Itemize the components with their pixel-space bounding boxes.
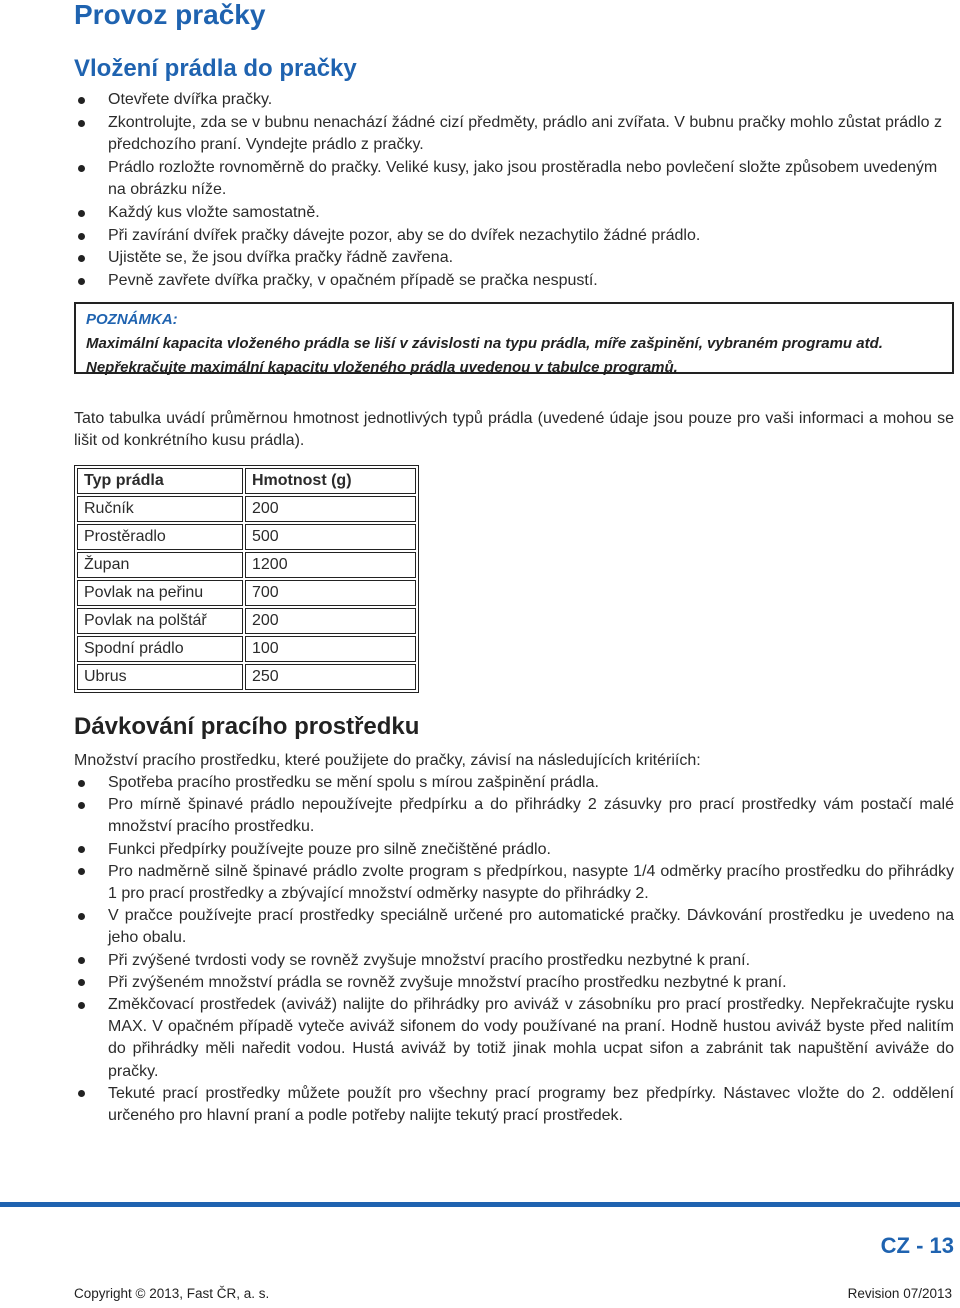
list-item: Tekuté prací prostředky můžete použít pro všechny prací programy bez předpírky. Nástavec vložte do 2. oddělení určeného pro hlavní praní a podle potřeby nalijte tekutý prací prostředek. bbox=[74, 1083, 954, 1127]
page-number: CZ - 13 bbox=[880, 1233, 954, 1258]
list-item: Pro mírně špinavé prádlo nepoužívejte předpírku a do přihrádky 2 zásuvky pro prací prostředky vám postačí malé množství pracího prostředku. bbox=[74, 794, 954, 838]
table-header-row bbox=[77, 468, 416, 494]
list-item: Při zvýšené tvrdosti vody se rovněž zvyšuje množství pracího prostředku nezbytné k praní. bbox=[74, 950, 954, 972]
weight-cell: 700 bbox=[245, 580, 416, 606]
list-item: Prádlo rozložte rovnoměrně do pračky. Veliké kusy, jako jsou prostěradla nebo povlečení složte způsobem uvedeným na obrázku níže. bbox=[74, 157, 954, 202]
list-item: V pračce používejte prací prostředky speciálně určené pro automatické pračky. Dávkování prostředku je uvedeno na jeho obalu. bbox=[74, 905, 954, 949]
page-title: Provoz pračky bbox=[74, 0, 266, 30]
list-item: Při zvýšeném množství prádla se rovněž zvyšuje množství pracího prostředku nezbytné k praní. bbox=[74, 972, 954, 994]
section-title-dosing: Dávkování pracího prostředku bbox=[74, 713, 420, 740]
list-item: Zkontrolujte, zda se v bubnu nenachází žádné cizí předměty, prádlo ani zvířata. V bubnu pračky mohlo zůstat prádlo z předchozího praní. Vyndejte prádlo z pračky. bbox=[74, 112, 954, 157]
header-weight: Hmotnost (g) bbox=[245, 468, 416, 494]
table-row bbox=[77, 496, 416, 522]
section-title-loading: Vložení prádla do pračky bbox=[74, 55, 357, 82]
note-text: Maximální kapacita vloženého prádla se liší v závislosti na typu prádla, míře zašpinění, vybraném programu atd. Nepřekračujte maximální kapacitu vloženého prádla uvedenou v tabulce programů. bbox=[86, 335, 883, 376]
table-row bbox=[77, 608, 416, 634]
note-box bbox=[74, 302, 954, 374]
list-item: Změkčovací prostředek (aviváž) nalijte do přihrádky pro aviváž v zásobníku pro prací prostředky. Nepřekračujte rysku MAX. V opačném případě vyteče aviváž sifonem do vody používané na praní. Hodně hustou aviváž byste před nalitím do přihrádky měli naředit vodou. Hustá aviváž by totiž jinak mohla ucpat sifon a zabránit tak napuštění aviváže do pračky. bbox=[74, 994, 954, 1083]
list-item: Při zavírání dvířek pračky dávejte pozor, aby se do dvířek nezachytilo žádné prádlo. bbox=[74, 225, 954, 248]
list-item: Spotřeba pracího prostředku se mění spolu s mírou zašpinění prádla. bbox=[74, 772, 954, 794]
weights-intro: Tato tabulka uvádí průměrnou hmotnost jednotlivých typů prádla (uvedené údaje jsou pouze pro vaši informaci a mohou se lišit od konkrétního kusu prádla). bbox=[74, 410, 954, 449]
footer-divider bbox=[0, 1202, 960, 1207]
list-item: Otevřete dvířka pračky. bbox=[74, 89, 954, 112]
dosing-intro: Množství pracího prostředku, které použijete do pračky, závisí na následujících kritériích: bbox=[74, 752, 701, 769]
weight-cell: 200 bbox=[245, 608, 416, 634]
table-row bbox=[77, 664, 416, 690]
table-row bbox=[77, 636, 416, 662]
weight-cell: 250 bbox=[245, 664, 416, 690]
laundry-type-cell: Spodní prádlo bbox=[77, 636, 243, 662]
table-row bbox=[77, 524, 416, 550]
list-item: Pro nadměrně silně špinavé prádlo zvolte program s předpírkou, nasypte 1/4 odměrky pracího prostředku do přihrádky 1 pro prací prostředky a zbývající množství odměrky nasypte do přihrádky 2. bbox=[74, 861, 954, 905]
copyright: Copyright © 2013, Fast ČR, a. s. bbox=[74, 1286, 270, 1301]
weight-cell: 1200 bbox=[245, 552, 416, 578]
laundry-type-cell: Ubrus bbox=[77, 664, 243, 690]
loading-instructions-list bbox=[74, 89, 954, 292]
laundry-type-cell: Povlak na polštář bbox=[77, 608, 243, 634]
header-laundry-type: Typ prádla bbox=[77, 468, 243, 494]
laundry-type-cell: Ručník bbox=[77, 496, 243, 522]
note-label: POZNÁMKA: bbox=[86, 311, 178, 328]
laundry-type-cell: Župan bbox=[77, 552, 243, 578]
list-item: Ujistěte se, že jsou dvířka pračky řádně zavřena. bbox=[74, 247, 954, 270]
table-row bbox=[77, 580, 416, 606]
laundry-weight-table bbox=[74, 465, 419, 693]
dosing-criteria-list bbox=[74, 772, 954, 1127]
list-item: Funkci předpírky používejte pouze pro silně znečištěné prádlo. bbox=[74, 839, 954, 861]
laundry-type-cell: Prostěradlo bbox=[77, 524, 243, 550]
weight-cell: 500 bbox=[245, 524, 416, 550]
revision: Revision 07/2013 bbox=[847, 1286, 952, 1301]
weight-cell: 100 bbox=[245, 636, 416, 662]
table-row bbox=[77, 552, 416, 578]
weight-cell: 200 bbox=[245, 496, 416, 522]
list-item: Pevně zavřete dvířka pračky, v opačném případě se pračka nespustí. bbox=[74, 270, 954, 293]
list-item: Každý kus vložte samostatně. bbox=[74, 202, 954, 225]
laundry-type-cell: Povlak na peřinu bbox=[77, 580, 243, 606]
